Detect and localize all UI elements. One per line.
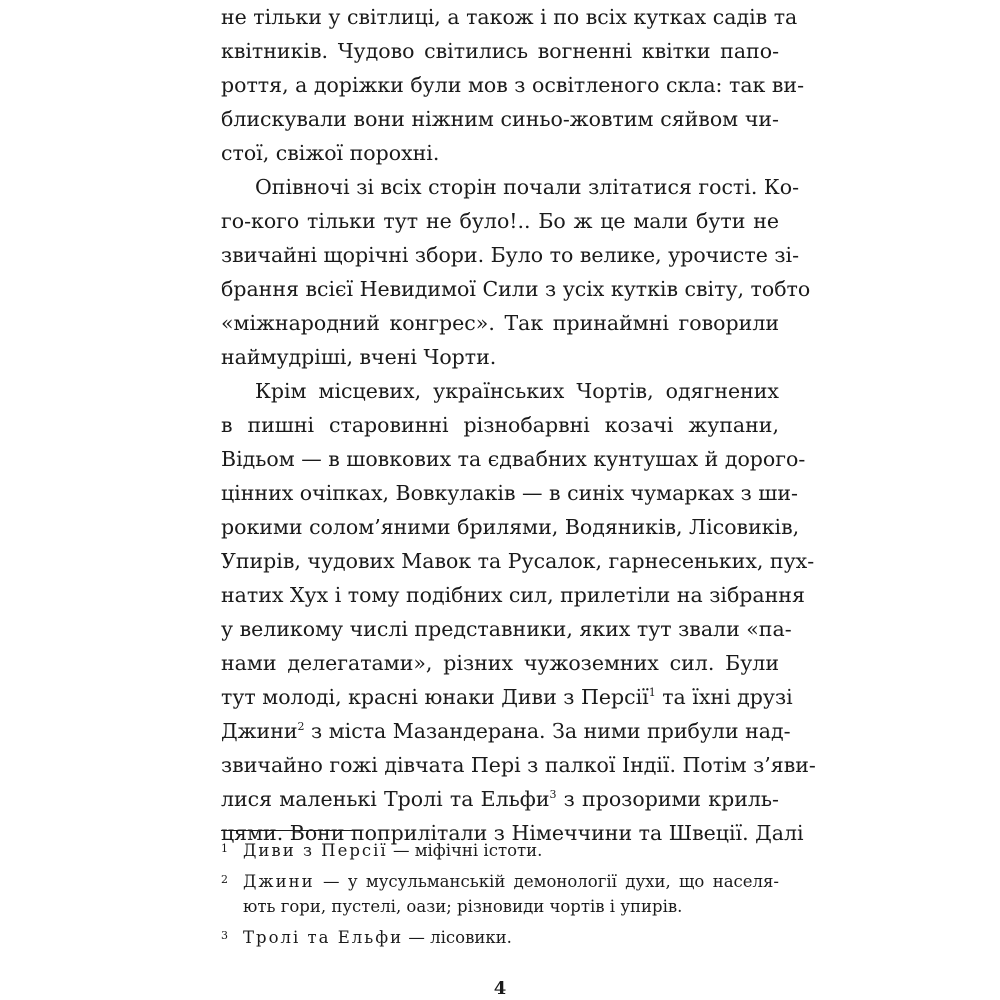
footnote-2 [221, 869, 779, 919]
footnote-ref-1[interactable]: 1 [648, 686, 656, 700]
text-segment: Джини [221, 719, 298, 743]
text-line: стої, свіжої порохні. [221, 141, 440, 165]
footnote-definition: — міфічні істоти. [387, 841, 543, 860]
text-line: Опівночі зі всіх сторін почали злітатися гості. Ко- [255, 175, 800, 199]
text-segment: тут молоді, красні юнаки Диви з Персії [221, 685, 649, 709]
footnote-line [243, 838, 779, 863]
text-line: Упирів, чудових Мавок та Русалок, гарнесеньких, пух- [221, 549, 815, 573]
text-line: брання всієї Невидимої Сили з усіх кутків світу, тобто [221, 277, 811, 301]
text-line: рокими солом’яними брилями, Водяників, Лісовиків, [221, 515, 800, 539]
text-line [221, 680, 793, 714]
text-segment: з міста Мазандерана. За ними прибули над- [304, 719, 791, 743]
text-line [221, 714, 791, 748]
text-segment: з прозорими криль- [556, 787, 779, 811]
text-line: цями. Вони поприлітали з Німеччини та Швеції. Далі [221, 821, 804, 845]
text-line: цінних очіпках, Вовкулаків — в синіх чумарках з ши- [221, 481, 798, 505]
footnote-line: ють гори, пустелі, оази; різновиди чортів і упирів. [243, 897, 683, 916]
text-line: го-кого тільки тут не було!.. Бо ж це мали бути не [221, 209, 779, 233]
footnote-definition: — лісовики. [403, 928, 512, 947]
text-line: нами делегатами», різних чужоземних сил. Були [221, 651, 779, 675]
text-line: квітників. Чудово світились вогненні квітки папо- [221, 39, 779, 63]
text-line: «міжнародний конгрес». Так принаймні говорили [221, 311, 779, 335]
text-line: звичайно гожі дівчата Пері з палкої Індії. Потім з’яви- [221, 753, 816, 777]
footnote-definition: — у мусульманській демонології духи, що населя- [314, 872, 779, 891]
footnote-number: 3 [221, 929, 228, 942]
body-text [221, 0, 816, 850]
footnote-number: 2 [221, 873, 228, 886]
text-line: роття, а доріжки були мов з освітленого скла: так ви- [221, 73, 804, 97]
footnotes [221, 838, 779, 956]
text-line: наймудріші, вчені Чорти. [221, 345, 497, 369]
text-line: Відьом — в шовкових та єдвабних кунтушах й дорого- [221, 447, 806, 471]
text-line [221, 782, 779, 816]
footnote-term: Тролі та Ельфи [243, 928, 404, 947]
footnote-line [243, 925, 779, 950]
footnote-ref-2[interactable]: 2 [297, 720, 305, 734]
footnote-1 [221, 838, 779, 863]
text-line: в пишні старовинні різнобарвні козачі жупани, [221, 413, 779, 437]
page-number: 4 [493, 978, 507, 999]
book-page [221, 0, 816, 1000]
footnote-term: Джини [243, 872, 315, 891]
footnote-divider [221, 830, 361, 831]
text-line: Крім місцевих, українських Чортів, одягнених [255, 379, 779, 403]
text-line: не тільки у світлиці, а також і по всіх кутках садів та [221, 5, 798, 29]
footnote-3 [221, 925, 779, 950]
footnote-term: Диви з Персії [243, 841, 388, 860]
text-line: звичайні щорічні збори. Було то велике, урочисте зі- [221, 243, 800, 267]
text-line: натих Хух і тому подібних сил, прилетіли на зібрання [221, 583, 805, 607]
footnote-ref-3[interactable]: 3 [549, 788, 557, 802]
text-line: у великому числі представники, яких тут звали «па- [221, 617, 792, 641]
text-segment: лися маленькі Тролі та Ельфи [221, 787, 550, 811]
text-line: блискували вони ніжним синьо-жовтим сяйвом чи- [221, 107, 779, 131]
text-segment: та їхні друзі [655, 685, 793, 709]
footnote-number: 1 [221, 842, 228, 855]
footnote-line [243, 869, 779, 894]
